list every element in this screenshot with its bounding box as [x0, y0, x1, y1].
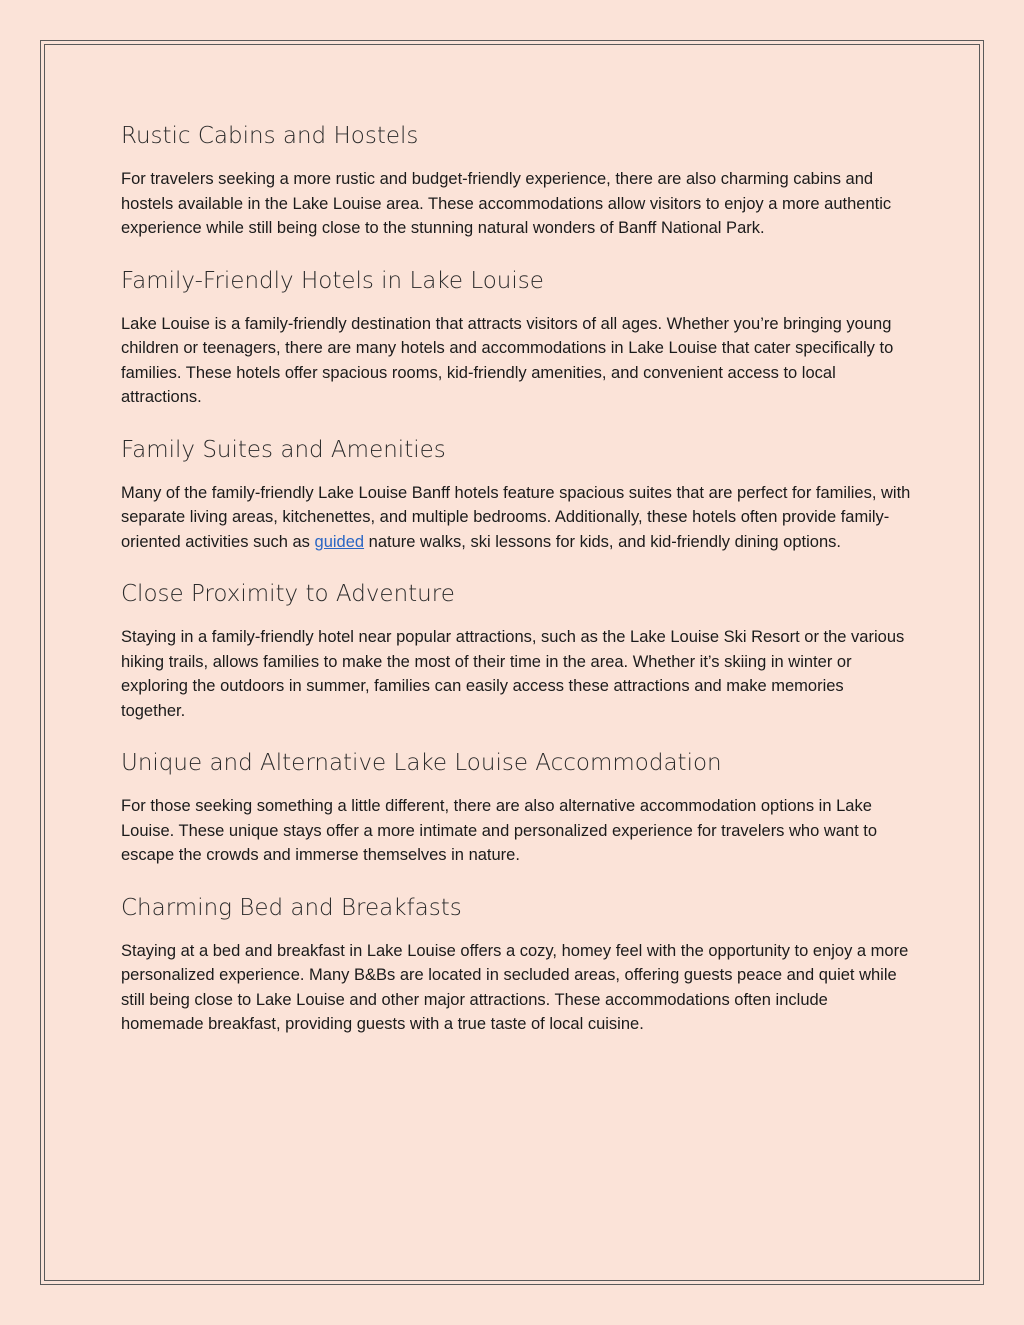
section-paragraph: For travelers seeking a more rustic and budget-friendly experience, there are also charming cabins and hostels available in the Lake Louise area. These accommodations allow visitors to enjoy a more authentic experience while still being close to the stunning natural wonders of Banff National Park.: [121, 170, 892, 237]
guided-link[interactable]: guided: [314, 532, 365, 551]
section-paragraph: Lake Louise is a family-friendly destination that attracts visitors of all ages. Whether you’re bringing young children or teenagers, there are many hotels and accommodations in Lake Louise that cater specifically to families. These hotels offer spacious rooms, kid-friendly amenities, and convenient access to local attractions.: [121, 314, 894, 406]
section-heading: Rustic Cabins and Hostels: [121, 123, 419, 149]
section-paragraph: Staying in a family-friendly hotel near popular attractions, such as the Lake Louise Ski Resort or the various hiking trails, allows families to make the most of their time in the area. Whether it’s skiing in winter or exploring the outdoors in summer, families can easily access these attractions and make memories together.: [121, 628, 905, 720]
section-heading: Family-Friendly Hotels in Lake Louise: [121, 267, 544, 294]
section-family-friendly-hotels: [121, 263, 911, 410]
section-paragraph: Staying at a bed and breakfast in Lake Louise offers a cozy, homey feel with the opportunity to enjoy a more personalized experience. Many B&Bs are located in secluded areas, offering guests peace and quiet while still being close to Lake Louise and other major attractions. These accommodations often include homemade breakfast, providing guests with a true taste of local cuisine.: [121, 941, 909, 1033]
section-heading: Unique and Alternative Lake Louise Accommodation: [121, 750, 722, 776]
paragraph-text-before-link: Many of the family-friendly Lake Louise Banff hotels feature spacious suites that are perfect for families, with separate living areas, kitchenettes, and multiple bedrooms. Additionally, these hotels often provide family-oriented activities such as: [121, 483, 911, 551]
section-paragraph: For those seeking something a little different, there are also alternative accommodation options in Lake Louise. These unique stays offer a more intimate and personalized experience for travelers who want to escape the crowds and immerse themselves in nature.: [121, 797, 878, 864]
section-heading: Family Suites and Amenities: [121, 436, 446, 463]
section-bed-and-breakfasts: [121, 890, 911, 1037]
section-rustic-cabins: [121, 118, 911, 241]
section-close-proximity: [121, 576, 911, 723]
paragraph-text-after-link: nature walks, ski lessons for kids, and kid-friendly dining options.: [364, 532, 841, 551]
section-family-suites: [121, 432, 911, 555]
section-paragraph: [121, 481, 911, 555]
section-heading: Charming Bed and Breakfasts: [121, 894, 462, 921]
section-heading: Close Proximity to Adventure: [121, 581, 455, 607]
section-unique-accommodation: [121, 745, 911, 868]
document-content: [121, 118, 911, 1059]
